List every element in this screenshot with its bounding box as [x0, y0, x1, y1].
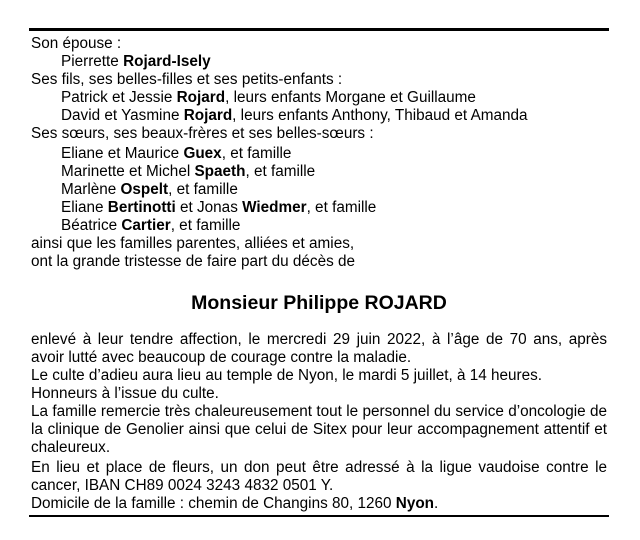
- spouse-first: Pierrette: [61, 53, 119, 70]
- children-heading: Ses fils, ses belles-filles et ses petits-enfants :: [31, 71, 343, 88]
- service-paragraph: Le culte d’adieu aura lieu au temple de Nyon, le mardi 5 juillet, à 14 heures.: [31, 367, 543, 384]
- spouse-heading: Son épouse :: [31, 35, 122, 52]
- spouse-last: Rojard-Isely: [123, 53, 211, 70]
- bottom-rule: [29, 515, 609, 517]
- spouse-line: [61, 53, 211, 71]
- siblings-heading: Ses sœurs, ses beaux-frères et ses belles-sœurs :: [31, 125, 374, 142]
- death-paragraph: enlevé à leur tendre affection, le mercredi 29 juin 2022, à l’âge de 70 ans, après avoir lutté avec beaucoup de courage contre la maladie.: [31, 331, 607, 366]
- deceased-name: Monsieur Philippe ROJARD: [191, 292, 447, 314]
- child-line: David et Yasmine Rojard, leurs enfants Anthony, Thibaud et Amanda: [61, 107, 528, 124]
- announce-line: ont la grande tristesse de faire part du décès de: [31, 253, 355, 270]
- donation-paragraph: En lieu et place de fleurs, un don peut être adressé à la ligue vaudoise contre le cancer, IBAN CH89 0024 3243 4832 0501 Y.: [31, 459, 607, 494]
- domicile-city: Nyon: [395, 495, 435, 512]
- domicile-line: Domicile de la famille : chemin de Changins 80, 1260 Nyon.: [31, 495, 439, 512]
- sibling-line: Marlène Ospelt, et famille: [61, 181, 238, 198]
- sibling-line: Eliane Bertinotti et Jonas Wiedmer, et famille: [61, 199, 377, 216]
- sibling-line: Béatrice Cartier, et famille: [61, 217, 241, 234]
- honours-paragraph: Honneurs à l’issue du culte.: [31, 385, 219, 402]
- top-rule: [29, 28, 609, 31]
- sibling-line: Eliane et Maurice Guex, et famille: [61, 145, 292, 162]
- sibling-line: Marinette et Michel Spaeth, et famille: [61, 163, 316, 180]
- families-line: ainsi que les familles parentes, alliées et amies,: [31, 235, 355, 252]
- thanks-paragraph: La famille remercie très chaleureusement tout le personnel du service d’oncologie de la clinique de Genolier ainsi que celui de Sitex pour leur accompagnement attentif et chaleureux.: [31, 403, 607, 456]
- child-line: Patrick et Jessie Rojard, leurs enfants Morgane et Guillaume: [61, 89, 476, 106]
